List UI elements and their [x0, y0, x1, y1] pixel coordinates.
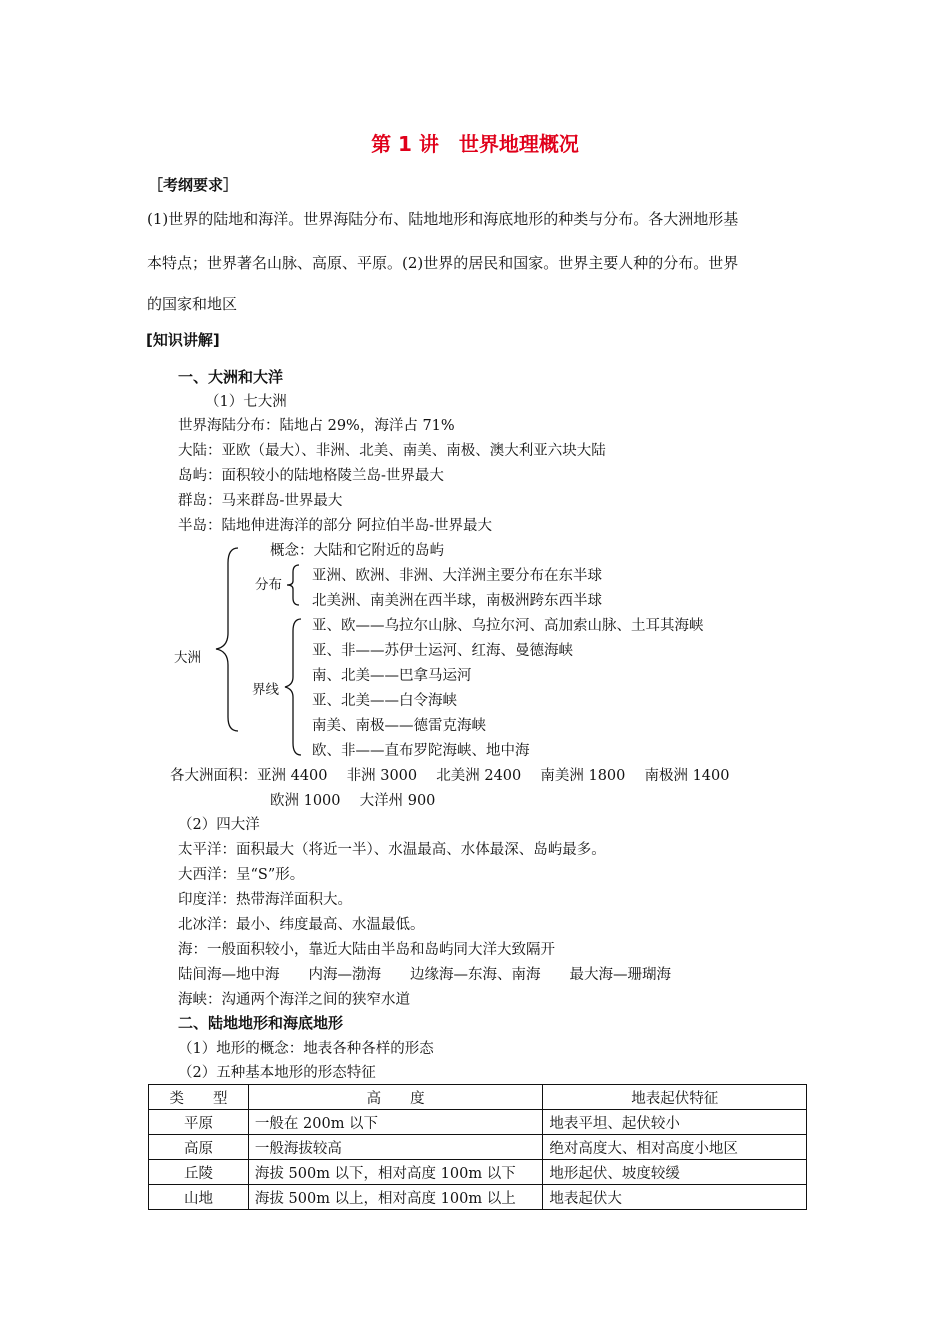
- sea-land-line: 世界海陆分布：陆地占 29%，海洋占 71%: [178, 418, 455, 434]
- cell-type: 山地: [149, 1185, 249, 1210]
- strait-line: 海峡：沟通两个海洋之间的狭窄水道: [178, 992, 410, 1008]
- archipelago-line: 群岛：马来群岛-世界最大: [178, 493, 343, 509]
- section1-sub1: （1）七大洲: [205, 394, 287, 410]
- cell-type: 平原: [149, 1110, 249, 1135]
- section2-sub2: （2）五种基本地形的形态特征: [178, 1065, 376, 1081]
- syllabus-line-3: 的国家和地区: [147, 295, 238, 313]
- cell-relief: 地形起伏、坡度较缓: [543, 1160, 807, 1185]
- header-height: 高 度: [248, 1085, 543, 1110]
- section1-sub2: （2）四大洋: [178, 817, 260, 833]
- boundary-label: 界线: [252, 682, 279, 698]
- syllabus-line-2: 本特点；世界著名山脉、高原、平原。(2)世界的居民和国家。世界主要人种的分布。世界: [147, 254, 739, 272]
- indian-line: 印度洋：热带海洋面积大。: [178, 892, 352, 908]
- sea-line: 海：一般面积较小，靠近大陆由半岛和岛屿同大洋大致隔开: [178, 942, 555, 958]
- peninsula-line: 半岛：陆地伸进海洋的部分 阿拉伯半岛-世界最大: [178, 518, 493, 534]
- boundary-item-1: 亚、欧——乌拉尔山脉、乌拉尔河、高加索山脉、土耳其海峡: [312, 618, 704, 634]
- boundary-item-6: 欧、非——直布罗陀海峡、地中海: [312, 743, 530, 759]
- section2-heading: 二、陆地地形和海底地形: [178, 1014, 344, 1032]
- cell-height: 一般海拔较高: [248, 1135, 543, 1160]
- section1-heading: 一、大洲和大洋: [178, 368, 284, 386]
- table-header-row: [149, 1085, 807, 1110]
- pacific-line: 太平洋：面积最大（将近一半）、水温最高、水体最深、岛屿最多。: [178, 842, 606, 858]
- boundary-item-4: 亚、北美——白令海峡: [312, 693, 457, 709]
- section2-sub1: （1）地形的概念：地表各种各样的形态: [178, 1041, 434, 1057]
- cell-type: 丘陵: [149, 1160, 249, 1185]
- header-relief: 地表起伏特征: [543, 1085, 807, 1110]
- terrain-table: [148, 1084, 807, 1210]
- arctic-line: 北冰洋：最小、纬度最高、水温最低。: [178, 917, 425, 933]
- cell-height: 一般在 200m 以下: [248, 1110, 543, 1135]
- distribution-brace: [285, 563, 301, 607]
- cell-type: 高原: [149, 1135, 249, 1160]
- syllabus-heading: ［考纲要求］: [148, 176, 239, 194]
- table-row: [149, 1110, 807, 1135]
- distribution-item-2: 北美洲、南美洲在西半球，南极洲跨东西半球: [312, 593, 602, 609]
- table-row: [149, 1185, 807, 1210]
- table-row: [149, 1160, 807, 1185]
- boundary-item-3: 南、北美——巴拿马运河: [312, 668, 472, 684]
- tree-concept: 概念：大陆和它附近的岛屿: [270, 543, 444, 559]
- cell-height: 海拔 500m 以下，相对高度 100m 以下: [248, 1160, 543, 1185]
- sea-types-line: 陆间海—地中海 内海—渤海 边缘海—东海、南海 最大海—珊瑚海: [178, 967, 671, 983]
- distribution-label: 分布: [255, 577, 282, 593]
- table-row: [149, 1135, 807, 1160]
- cell-relief: 地表起伏大: [543, 1185, 807, 1210]
- island-line: 岛屿：面积较小的陆地格陵兰岛-世界最大: [178, 468, 444, 484]
- cell-relief: 绝对高度大、相对高度小地区: [543, 1135, 807, 1160]
- distribution-item-1: 亚洲、欧洲、非洲、大洋洲主要分布在东半球: [312, 568, 602, 584]
- page-title: 第 1 讲 世界地理概况: [371, 132, 579, 156]
- main-brace: [210, 545, 240, 735]
- atlantic-line: 大西洋：呈“S”形。: [178, 867, 305, 883]
- continent-line: 大陆：亚欧（最大）、非洲、北美、南美、南极、澳大利亚六块大陆: [178, 443, 606, 459]
- syllabus-line-1: (1)世界的陆地和海洋。世界海陆分布、陆地地形和海底地形的种类与分布。各大洲地形基: [147, 210, 739, 228]
- boundary-item-2: 亚、非——苏伊士运河、红海、曼德海峡: [312, 643, 573, 659]
- area-line-1: 各大洲面积：亚洲 4400 非洲 3000 北美洲 2400 南美洲 1800 南极洲 1400: [170, 768, 730, 784]
- boundary-item-5: 南美、南极——德雷克海峡: [312, 718, 486, 734]
- cell-height: 海拔 500m 以上，相对高度 100m 以上: [248, 1185, 543, 1210]
- area-line-2: 欧洲 1000 大洋州 900: [270, 793, 436, 809]
- tree-root-label: 大洲: [174, 650, 201, 666]
- cell-relief: 地表平坦、起伏较小: [543, 1110, 807, 1135]
- knowledge-heading: [知识讲解]: [146, 331, 220, 349]
- boundary-brace: [283, 617, 303, 757]
- header-type: 类 型: [149, 1085, 249, 1110]
